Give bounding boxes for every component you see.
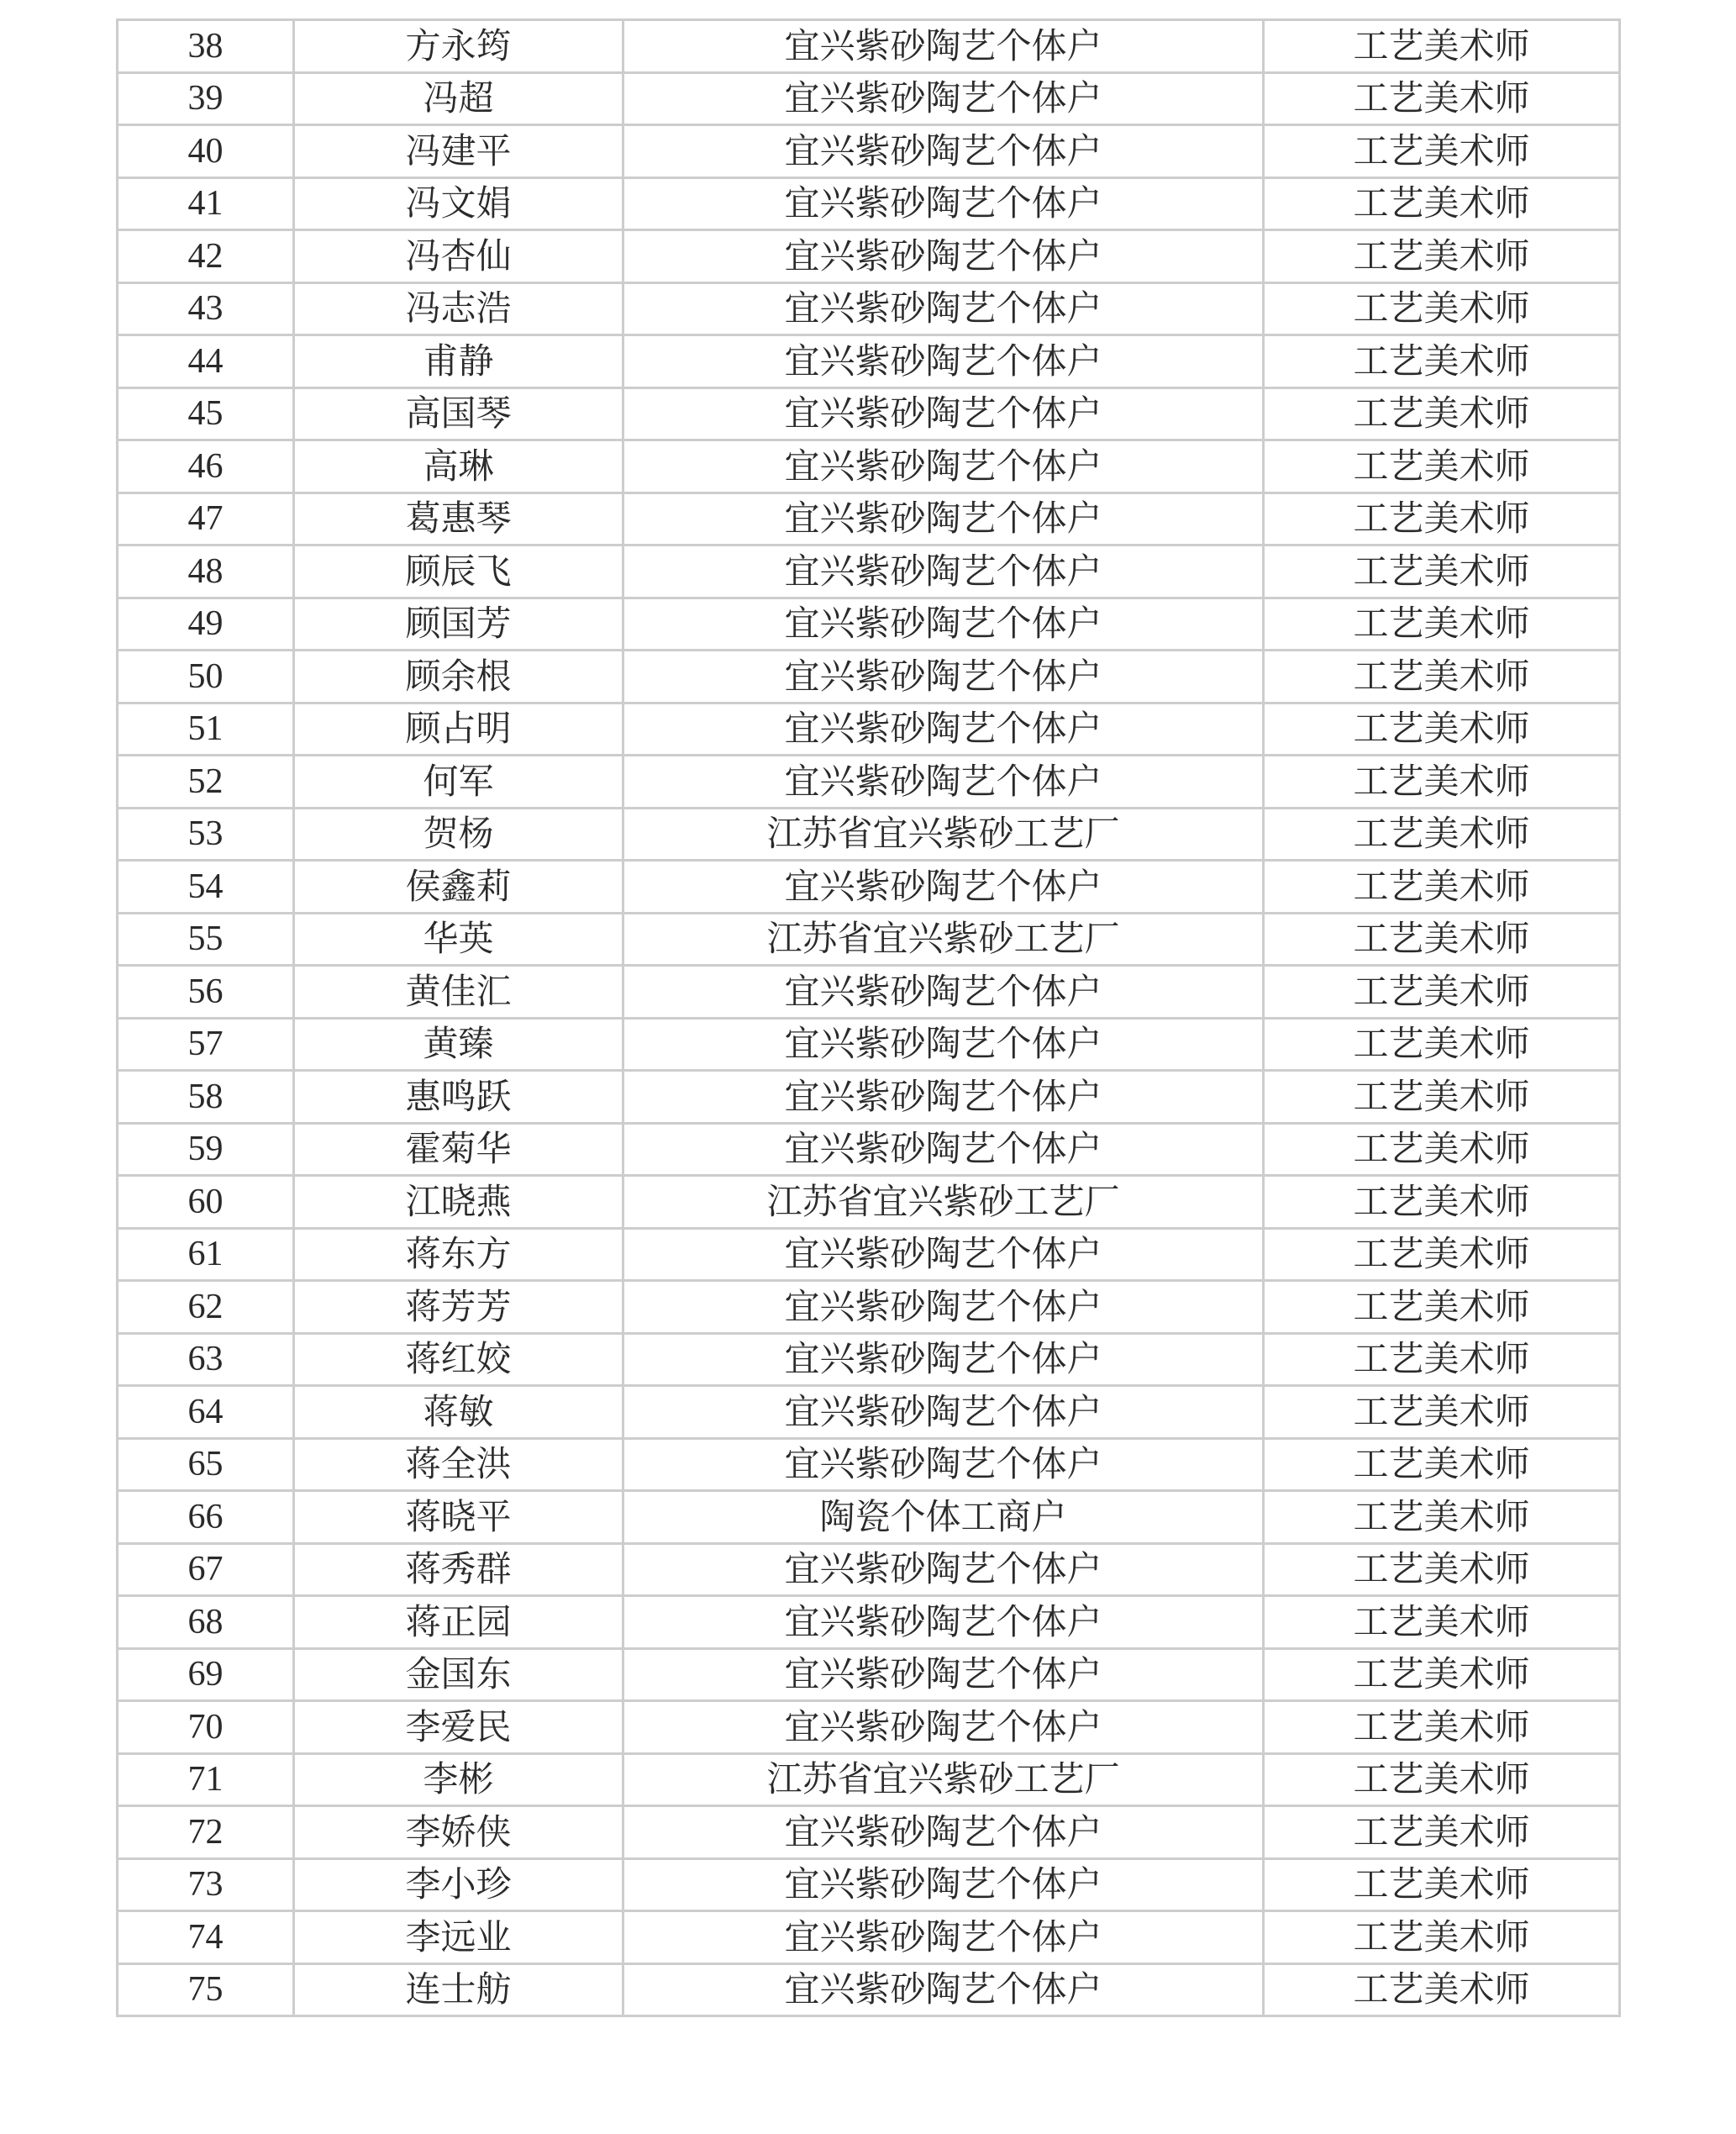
row-number-cell: 70: [118, 1701, 294, 1754]
work-unit-cell: 宜兴紫砂陶艺个体户: [623, 440, 1264, 493]
row-number-cell: 68: [118, 1596, 294, 1649]
work-unit-cell: 宜兴紫砂陶艺个体户: [623, 125, 1264, 178]
table-row: [118, 1071, 1620, 1124]
work-unit-cell: 宜兴紫砂陶艺个体户: [623, 1543, 1264, 1596]
table-row: [118, 1806, 1620, 1859]
table-row: [118, 913, 1620, 966]
work-unit-cell: 宜兴紫砂陶艺个体户: [623, 1596, 1264, 1649]
table-row: [118, 966, 1620, 1019]
table-row: [118, 703, 1620, 756]
professional-title-cell: 工艺美术师: [1264, 808, 1620, 861]
person-name-cell: 蒋全洪: [294, 1438, 623, 1491]
person-name-cell: 蒋东方: [294, 1228, 623, 1281]
work-unit-cell: 宜兴紫砂陶艺个体户: [623, 387, 1264, 440]
work-unit-cell: 宜兴紫砂陶艺个体户: [623, 861, 1264, 914]
work-unit-cell: 宜兴紫砂陶艺个体户: [623, 651, 1264, 703]
professional-title-cell: 工艺美术师: [1264, 1648, 1620, 1701]
work-unit-cell: 宜兴紫砂陶艺个体户: [623, 72, 1264, 125]
row-number-cell: 72: [118, 1806, 294, 1859]
row-number-cell: 41: [118, 177, 294, 230]
row-number-cell: 65: [118, 1438, 294, 1491]
person-name-cell: 葛惠琴: [294, 493, 623, 545]
professional-title-cell: 工艺美术师: [1264, 1858, 1620, 1911]
table-row: [118, 387, 1620, 440]
professional-title-cell: 工艺美术师: [1264, 1491, 1620, 1544]
work-unit-cell: 宜兴紫砂陶艺个体户: [623, 703, 1264, 756]
person-name-cell: 金国东: [294, 1648, 623, 1701]
person-name-cell: 蒋红姣: [294, 1333, 623, 1386]
professional-title-cell: 工艺美术师: [1264, 913, 1620, 966]
work-unit-cell: 宜兴紫砂陶艺个体户: [623, 1858, 1264, 1911]
professional-title-cell: 工艺美术师: [1264, 125, 1620, 178]
table-row: [118, 1228, 1620, 1281]
work-unit-cell: 宜兴紫砂陶艺个体户: [623, 1123, 1264, 1176]
person-name-cell: 冯文娟: [294, 177, 623, 230]
work-unit-cell: 宜兴紫砂陶艺个体户: [623, 1281, 1264, 1334]
table-row: [118, 808, 1620, 861]
row-number-cell: 55: [118, 913, 294, 966]
professional-title-cell: 工艺美术师: [1264, 20, 1620, 73]
person-name-cell: 李小珍: [294, 1858, 623, 1911]
table-row: [118, 861, 1620, 914]
table-row: [118, 1596, 1620, 1649]
work-unit-cell: 宜兴紫砂陶艺个体户: [623, 1071, 1264, 1124]
work-unit-cell: 宜兴紫砂陶艺个体户: [623, 177, 1264, 230]
person-name-cell: 高国琴: [294, 387, 623, 440]
table-row: [118, 1333, 1620, 1386]
row-number-cell: 62: [118, 1281, 294, 1334]
person-name-cell: 冯建平: [294, 125, 623, 178]
work-unit-cell: 江苏省宜兴紫砂工艺厂: [623, 1753, 1264, 1806]
professional-title-cell: 工艺美术师: [1264, 1281, 1620, 1334]
row-number-cell: 51: [118, 703, 294, 756]
professional-title-cell: 工艺美术师: [1264, 703, 1620, 756]
professional-title-cell: 工艺美术师: [1264, 1753, 1620, 1806]
person-name-cell: 黄佳汇: [294, 966, 623, 1019]
row-number-cell: 44: [118, 335, 294, 388]
table-row: [118, 1281, 1620, 1334]
person-name-cell: 贺杨: [294, 808, 623, 861]
professional-title-cell: 工艺美术师: [1264, 1543, 1620, 1596]
row-number-cell: 49: [118, 598, 294, 651]
work-unit-cell: 宜兴紫砂陶艺个体户: [623, 1963, 1264, 2016]
row-number-cell: 75: [118, 1963, 294, 2016]
professional-title-cell: 工艺美术师: [1264, 177, 1620, 230]
table-row: [118, 1176, 1620, 1229]
row-number-cell: 43: [118, 282, 294, 335]
professional-title-cell: 工艺美术师: [1264, 1176, 1620, 1229]
professional-title-cell: 工艺美术师: [1264, 1123, 1620, 1176]
table-row: [118, 1123, 1620, 1176]
row-number-cell: 47: [118, 493, 294, 545]
person-name-cell: 黄臻: [294, 1018, 623, 1071]
professional-title-cell: 工艺美术师: [1264, 230, 1620, 283]
table-row: [118, 20, 1620, 73]
person-name-cell: 冯超: [294, 72, 623, 125]
row-number-cell: 58: [118, 1071, 294, 1124]
person-name-cell: 蒋正园: [294, 1596, 623, 1649]
row-number-cell: 57: [118, 1018, 294, 1071]
work-unit-cell: 宜兴紫砂陶艺个体户: [623, 1911, 1264, 1964]
row-number-cell: 46: [118, 440, 294, 493]
row-number-cell: 67: [118, 1543, 294, 1596]
table-row: [118, 651, 1620, 703]
professional-title-cell: 工艺美术师: [1264, 1911, 1620, 1964]
person-name-cell: 方永筠: [294, 20, 623, 73]
professional-title-cell: 工艺美术师: [1264, 1806, 1620, 1859]
row-number-cell: 69: [118, 1648, 294, 1701]
professional-title-cell: 工艺美术师: [1264, 72, 1620, 125]
professional-title-cell: 工艺美术师: [1264, 1018, 1620, 1071]
work-unit-cell: 宜兴紫砂陶艺个体户: [623, 756, 1264, 809]
row-number-cell: 39: [118, 72, 294, 125]
table-row: [118, 177, 1620, 230]
row-number-cell: 59: [118, 1123, 294, 1176]
work-unit-cell: 宜兴紫砂陶艺个体户: [623, 1806, 1264, 1859]
professional-title-cell: 工艺美术师: [1264, 1228, 1620, 1281]
professional-title-cell: 工艺美术师: [1264, 335, 1620, 388]
person-name-cell: 侯鑫莉: [294, 861, 623, 914]
professional-title-cell: 工艺美术师: [1264, 1333, 1620, 1386]
work-unit-cell: 陶瓷个体工商户: [623, 1491, 1264, 1544]
person-name-cell: 蒋秀群: [294, 1543, 623, 1596]
person-name-cell: 蒋芳芳: [294, 1281, 623, 1334]
row-number-cell: 42: [118, 230, 294, 283]
professional-title-cell: 工艺美术师: [1264, 493, 1620, 545]
professional-title-cell: 工艺美术师: [1264, 545, 1620, 598]
row-number-cell: 45: [118, 387, 294, 440]
table-row: [118, 1543, 1620, 1596]
work-unit-cell: 宜兴紫砂陶艺个体户: [623, 282, 1264, 335]
person-name-cell: 李娇侠: [294, 1806, 623, 1859]
table-row: [118, 598, 1620, 651]
row-number-cell: 53: [118, 808, 294, 861]
work-unit-cell: 宜兴紫砂陶艺个体户: [623, 1701, 1264, 1754]
row-number-cell: 66: [118, 1491, 294, 1544]
work-unit-cell: 宜兴紫砂陶艺个体户: [623, 20, 1264, 73]
work-unit-cell: 江苏省宜兴紫砂工艺厂: [623, 1176, 1264, 1229]
work-unit-cell: 宜兴紫砂陶艺个体户: [623, 335, 1264, 388]
row-number-cell: 52: [118, 756, 294, 809]
person-name-cell: 惠鸣跃: [294, 1071, 623, 1124]
work-unit-cell: 宜兴紫砂陶艺个体户: [623, 598, 1264, 651]
person-name-cell: 顾辰飞: [294, 545, 623, 598]
person-name-cell: 李爱民: [294, 1701, 623, 1754]
table-row: [118, 1858, 1620, 1911]
professional-title-cell: 工艺美术师: [1264, 1386, 1620, 1439]
work-unit-cell: 宜兴紫砂陶艺个体户: [623, 1228, 1264, 1281]
person-name-cell: 连士舫: [294, 1963, 623, 2016]
work-unit-cell: 宜兴紫砂陶艺个体户: [623, 493, 1264, 545]
work-unit-cell: 宜兴紫砂陶艺个体户: [623, 1648, 1264, 1701]
work-unit-cell: 江苏省宜兴紫砂工艺厂: [623, 913, 1264, 966]
person-name-cell: 霍菊华: [294, 1123, 623, 1176]
person-name-cell: 江晓燕: [294, 1176, 623, 1229]
table-row: [118, 545, 1620, 598]
table-row: [118, 230, 1620, 283]
person-name-cell: 甫静: [294, 335, 623, 388]
work-unit-cell: 宜兴紫砂陶艺个体户: [623, 545, 1264, 598]
professional-title-cell: 工艺美术师: [1264, 598, 1620, 651]
row-number-cell: 73: [118, 1858, 294, 1911]
professional-title-cell: 工艺美术师: [1264, 861, 1620, 914]
row-number-cell: 60: [118, 1176, 294, 1229]
professional-title-cell: 工艺美术师: [1264, 756, 1620, 809]
work-unit-cell: 宜兴紫砂陶艺个体户: [623, 1438, 1264, 1491]
row-number-cell: 40: [118, 125, 294, 178]
work-unit-cell: 宜兴紫砂陶艺个体户: [623, 1333, 1264, 1386]
table-row: [118, 72, 1620, 125]
table-row: [118, 1491, 1620, 1544]
roster-table: [116, 18, 1621, 2017]
roster-table-body: [118, 20, 1620, 2016]
person-name-cell: 高琳: [294, 440, 623, 493]
professional-title-cell: 工艺美术师: [1264, 1701, 1620, 1754]
table-row: [118, 1701, 1620, 1754]
person-name-cell: 李远业: [294, 1911, 623, 1964]
table-row: [118, 1963, 1620, 2016]
table-row: [118, 1386, 1620, 1439]
person-name-cell: 顾国芳: [294, 598, 623, 651]
row-number-cell: 50: [118, 651, 294, 703]
row-number-cell: 64: [118, 1386, 294, 1439]
professional-title-cell: 工艺美术师: [1264, 1071, 1620, 1124]
row-number-cell: 54: [118, 861, 294, 914]
row-number-cell: 48: [118, 545, 294, 598]
row-number-cell: 74: [118, 1911, 294, 1964]
work-unit-cell: 宜兴紫砂陶艺个体户: [623, 1018, 1264, 1071]
person-name-cell: 李彬: [294, 1753, 623, 1806]
row-number-cell: 61: [118, 1228, 294, 1281]
table-row: [118, 335, 1620, 388]
work-unit-cell: 宜兴紫砂陶艺个体户: [623, 230, 1264, 283]
professional-title-cell: 工艺美术师: [1264, 651, 1620, 703]
work-unit-cell: 宜兴紫砂陶艺个体户: [623, 966, 1264, 1019]
table-row: [118, 1648, 1620, 1701]
table-row: [118, 756, 1620, 809]
person-name-cell: 蒋敏: [294, 1386, 623, 1439]
person-name-cell: 华英: [294, 913, 623, 966]
table-row: [118, 493, 1620, 545]
table-row: [118, 1018, 1620, 1071]
table-row: [118, 440, 1620, 493]
person-name-cell: 冯杏仙: [294, 230, 623, 283]
table-row: [118, 1753, 1620, 1806]
work-unit-cell: 江苏省宜兴紫砂工艺厂: [623, 808, 1264, 861]
person-name-cell: 何军: [294, 756, 623, 809]
professional-title-cell: 工艺美术师: [1264, 966, 1620, 1019]
professional-title-cell: 工艺美术师: [1264, 282, 1620, 335]
person-name-cell: 冯志浩: [294, 282, 623, 335]
person-name-cell: 蒋晓平: [294, 1491, 623, 1544]
professional-title-cell: 工艺美术师: [1264, 440, 1620, 493]
table-row: [118, 1438, 1620, 1491]
work-unit-cell: 宜兴紫砂陶艺个体户: [623, 1386, 1264, 1439]
professional-title-cell: 工艺美术师: [1264, 1438, 1620, 1491]
table-row: [118, 282, 1620, 335]
row-number-cell: 71: [118, 1753, 294, 1806]
person-name-cell: 顾占明: [294, 703, 623, 756]
professional-title-cell: 工艺美术师: [1264, 1596, 1620, 1649]
row-number-cell: 38: [118, 20, 294, 73]
table-row: [118, 125, 1620, 178]
professional-title-cell: 工艺美术师: [1264, 1963, 1620, 2016]
person-name-cell: 顾余根: [294, 651, 623, 703]
professional-title-cell: 工艺美术师: [1264, 387, 1620, 440]
row-number-cell: 56: [118, 966, 294, 1019]
row-number-cell: 63: [118, 1333, 294, 1386]
table-row: [118, 1911, 1620, 1964]
